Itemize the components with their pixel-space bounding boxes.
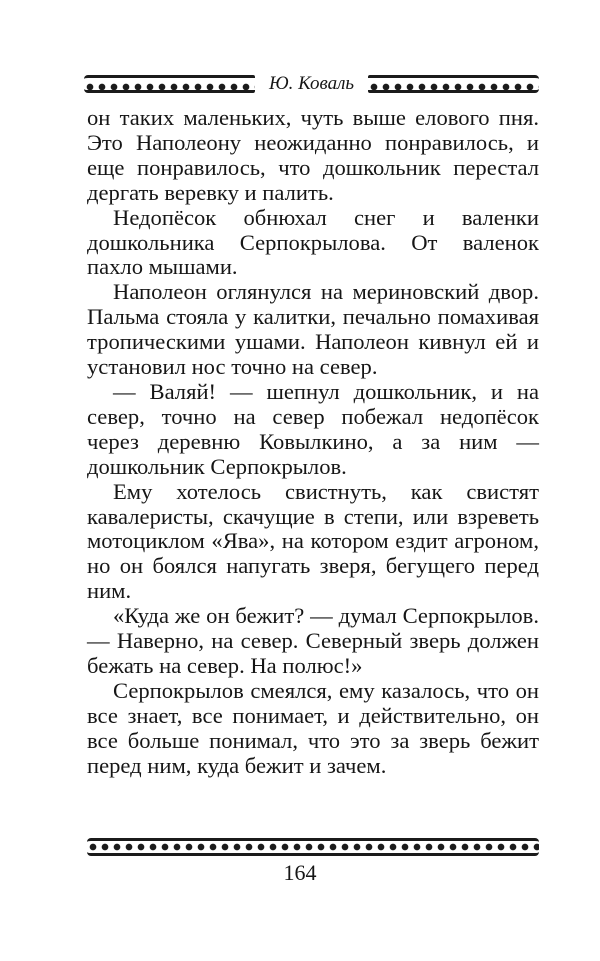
page-number: 164 bbox=[283, 860, 317, 885]
header-ornament-left bbox=[84, 75, 255, 93]
running-header bbox=[84, 68, 539, 100]
body-text bbox=[87, 106, 539, 778]
header-ornament-right bbox=[368, 75, 539, 93]
footer-ornament bbox=[87, 838, 539, 856]
paragraph: «Куда же он бежит? — думал Серпокрылов. — Наверно, на север. Северный зверь должен бежать на север. На полюс!» bbox=[87, 603, 539, 678]
paragraph: Ему хотелось свистнуть, как свистят кавалеристы, скачущие в степи, или взреветь мотоциклом «Ява», на котором ездит агроном, но он боялся напугать зверя, бегущего перед ним. bbox=[87, 478, 539, 604]
paragraph: он таких маленьких, чуть выше елового пня. Это Наполеону неожиданно понравилось, и еще понравилось, что дошкольник перестал дергать веревку и палить. bbox=[87, 105, 539, 205]
paragraph: Недопёсок обнюхал снег и валенки дошкольника Серпокрылова. От валенок пахло мышами. bbox=[87, 204, 539, 280]
paragraph: — Валяй! — шепнул дошкольник, и на север, точно на север побежал недопёсок через деревню Ковылкино, а за ним — дошкольник Серпокрылов. bbox=[87, 378, 539, 479]
paragraph: Серпокрылов смеялся, ему казалось, что он все знает, все понимает, и действительно, он все больше понимал, что это за зверь бежит перед ним, куда бежит и зачем. bbox=[87, 677, 539, 778]
header-author: Ю. Коваль bbox=[268, 73, 355, 94]
paragraph: Наполеон оглянулся на мериновский двор. Пальма стояла у калитки, печально помахивая тропическими ушами. Наполеон кивнул ей и установил нос точно на север. bbox=[87, 279, 539, 380]
